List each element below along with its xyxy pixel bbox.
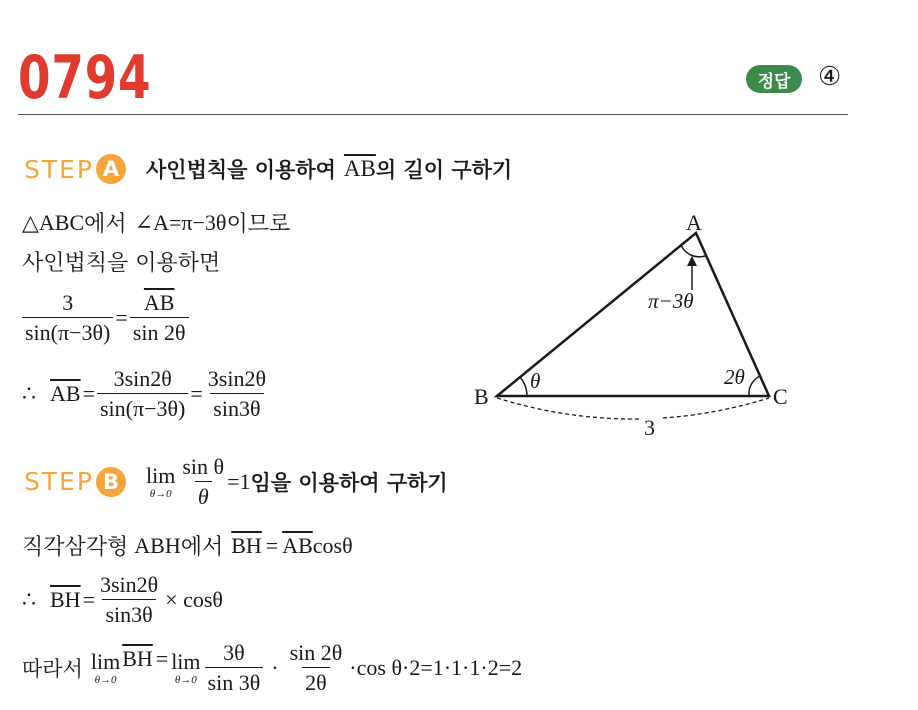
numerator: 3sin2θ xyxy=(207,366,267,391)
limit-text: lim xyxy=(146,462,176,488)
therefore-text: 따라서 xyxy=(22,656,83,681)
final-limit-equation xyxy=(22,640,522,696)
header-divider xyxy=(18,114,848,115)
step-b-letter-badge: B xyxy=(96,467,126,497)
final-result: ·cos θ·2=1·1·1·2=2 xyxy=(349,654,523,680)
fraction xyxy=(22,290,113,346)
limit-text: lim xyxy=(90,648,121,674)
numerator: sin θ xyxy=(182,454,225,479)
denominator: sin3θ xyxy=(210,393,263,421)
vertex-b-label: B xyxy=(474,384,489,409)
angle-c-label: 2θ xyxy=(724,365,745,389)
equals-sign: = xyxy=(265,532,279,558)
denominator: sin 3θ xyxy=(205,667,264,695)
step-a-label: STEP xyxy=(24,154,95,184)
numerator: 3sin2θ xyxy=(113,366,172,391)
step-a-line-2: 사인법칙을 이용하면 xyxy=(22,251,221,276)
angle-a-expression: ∠A=π−3θ xyxy=(134,209,227,235)
fraction xyxy=(97,572,161,628)
limit-subscript: θ→0 xyxy=(149,487,172,500)
limit-operator xyxy=(171,650,200,686)
fraction xyxy=(97,366,188,422)
limit-subscript: θ→0 xyxy=(94,673,117,686)
problem-number: 0794 xyxy=(18,43,152,113)
vertex-c-label: C xyxy=(773,384,788,409)
segment-ab: $\overline{AB}$ xyxy=(282,532,313,558)
angle-a-label: π−3θ xyxy=(648,289,694,313)
equals-sign: = xyxy=(82,586,95,612)
angle-b-arc xyxy=(520,377,527,396)
right-triangle-text: 직각삼각형 xyxy=(22,535,129,560)
denominator: sin 2θ xyxy=(130,317,189,345)
step-a-title-segment: $\overline{AB}$ xyxy=(343,156,376,181)
segment-bh: $\overline{BH}$ xyxy=(50,586,81,612)
denominator: θ xyxy=(195,481,212,509)
equals-sign: = xyxy=(155,646,169,671)
ab-length-equation xyxy=(22,366,269,422)
equals-sign: = xyxy=(115,304,128,330)
numerator: 3θ xyxy=(223,640,245,665)
step-b-line-1-text-2: 에서 xyxy=(180,535,224,560)
limit-subscript: θ→0 xyxy=(174,673,197,686)
fraction xyxy=(205,366,269,422)
equals-one: =1 xyxy=(227,468,251,494)
answer-badge: 정답 xyxy=(746,65,802,93)
times-cos-theta: × cosθ xyxy=(165,586,223,612)
numerator: $\overline{AB}$ xyxy=(143,290,175,315)
numerator: 3 xyxy=(62,290,74,315)
limit-operator xyxy=(91,650,120,686)
fraction xyxy=(130,290,189,346)
triangle-abh: ABH xyxy=(134,532,181,558)
triangle-abc: △ABC xyxy=(22,209,85,235)
numerator: 3sin2θ xyxy=(99,572,159,597)
step-a-line-1-text: 에서 xyxy=(84,212,127,237)
side-bc-dimension-arc xyxy=(497,398,769,419)
step-a-letter-badge: A xyxy=(96,154,126,184)
step-a-title-post: 의 길이 구하기 xyxy=(375,158,513,182)
fraction xyxy=(179,454,227,510)
numerator: sin 2θ xyxy=(289,640,343,665)
denominator: sin(π−3θ) xyxy=(22,317,113,345)
step-b-title-post: 임을 이용하여 구하기 xyxy=(250,470,448,495)
equals-sign: = xyxy=(82,380,95,406)
denominator: 2θ xyxy=(302,667,330,695)
equals-sign: = xyxy=(190,380,203,406)
step-b-line-1 xyxy=(22,530,353,561)
limit-text: lim xyxy=(171,648,201,674)
limit-operator xyxy=(146,464,175,500)
therefore-symbol: ∴ xyxy=(22,380,36,406)
denominator: sin(π−3θ) xyxy=(97,393,188,421)
segment-ab: $\overline{AB}$ xyxy=(50,380,81,406)
angle-c-arc xyxy=(749,376,760,396)
segment-bh: $\overline{BH}$ xyxy=(122,646,153,671)
answer-value: ④ xyxy=(818,62,842,91)
sine-law-equation xyxy=(22,290,189,346)
triangle-figure xyxy=(460,210,820,450)
step-a-line-1-text-2: 이므로 xyxy=(226,212,291,237)
denominator: sin3θ xyxy=(102,599,155,627)
step-a-title-pre: 사인법칙을 이용하여 xyxy=(146,158,336,182)
step-b-heading xyxy=(24,454,448,510)
vertex-a-label: A xyxy=(686,210,702,235)
step-a-line-1 xyxy=(22,207,290,238)
multiply-dot: · xyxy=(271,654,279,680)
fraction xyxy=(287,640,346,696)
step-b-label: STEP xyxy=(24,467,95,497)
angle-b-label: θ xyxy=(530,369,541,393)
bh-length-equation xyxy=(22,572,223,628)
fraction xyxy=(205,640,264,696)
side-bc-label: 3 xyxy=(644,415,655,440)
cos-theta: cosθ xyxy=(312,532,353,558)
therefore-symbol: ∴ xyxy=(22,586,36,612)
angle-a-arrowhead xyxy=(687,256,697,266)
segment-bh: $\overline{BH}$ xyxy=(231,532,262,558)
step-a-heading xyxy=(24,154,512,184)
